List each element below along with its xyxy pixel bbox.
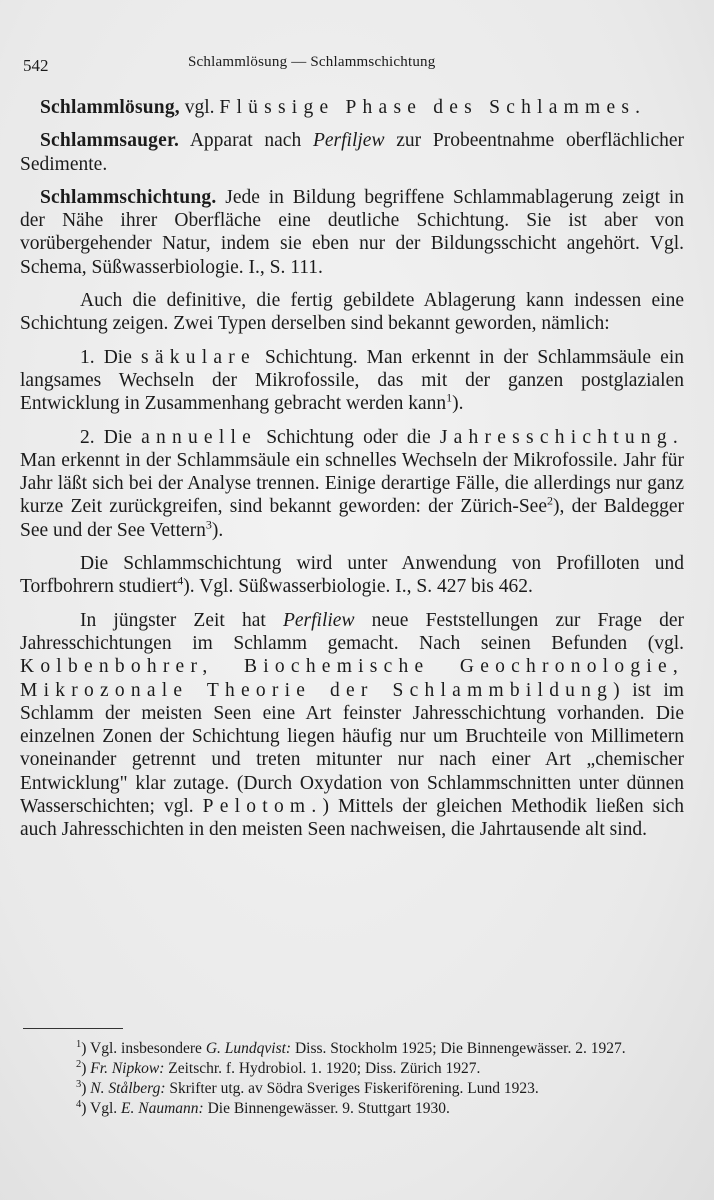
paragraph-methods — [20, 552, 684, 599]
text-run: In jüngster Zeit hat — [80, 609, 283, 631]
footnote-ref: 4 — [177, 573, 184, 588]
entry-schlammschichtung — [20, 186, 684, 279]
paragraph-perfiliew — [20, 609, 684, 842]
text-run: ) Mittels der gleichen Methodik ließen sich auch Jahresschichten in den meisten Seen nachweisen, die Jahrtausende alt sind. — [20, 796, 684, 841]
text-run: ), der Baldegger See und der See Vettern — [20, 496, 684, 541]
footnote — [20, 1079, 684, 1098]
text-run: ) Vgl. insbesondere — [81, 1040, 206, 1057]
text-run: Skrifter utg. av Södra Sveriges Fiskeriförening. Lund 1923. — [165, 1080, 539, 1097]
footnote-author: Fr. Nipkow: — [90, 1060, 165, 1077]
text-run: ). — [211, 519, 224, 541]
paragraph-saekulare-schichtung — [20, 346, 684, 416]
footnote-author: G. Lundqvist: — [205, 1040, 292, 1057]
page-header — [23, 52, 691, 78]
paragraph-jahresschichtung — [20, 426, 684, 542]
text-run: ) — [81, 1060, 91, 1077]
text-run: Die Binnengewässer. 9. Stuttgart 1930. — [203, 1100, 450, 1117]
footnote-mark: 1 — [76, 1038, 82, 1050]
entry-schlammloesung — [20, 96, 684, 119]
person-name: Perfiliew — [282, 609, 355, 631]
text-run: ). Vgl. Süßwasserbiologie. I., S. 427 bis 462. — [183, 576, 533, 598]
emphasis: Pelotom. — [202, 796, 323, 818]
entry-schlammsauger — [20, 129, 684, 176]
entry-text: Jede in Bildung begriffene Schlammablagerung zeigt in der Nähe ihrer Oberfläche eine deutliche Schichtung. Sie ist aber von vorübergehender Natur, indem sie eben nur der Bildungsschicht angehört. Vgl. Schema, Süßwasserbiologie. I., S. 111. — [20, 186, 684, 278]
text-run: ). — [452, 393, 464, 415]
text-run: neue Feststellungen zur Frage der Jahresschichtungen im Schlamm gemacht. Nach seinen Befunden (vgl. — [20, 609, 684, 654]
lemma: Schlammlösung, — [40, 97, 180, 118]
footnote-author: N. Stålberg: — [90, 1080, 166, 1097]
entry-text: zur Probeentnahme oberflächlicher Sedimente. — [20, 130, 684, 175]
text-run: ) Vgl. — [81, 1100, 122, 1117]
entry-text: Apparat nach — [179, 130, 313, 152]
footnote-ref: 2 — [547, 493, 553, 508]
paragraph: Auch die definitive, die fertig gebildete Ablagerung kann indessen eine Schichtung zeigen. Zwei Typen derselben sind bekannt geworden, nämlich: — [20, 290, 684, 335]
cross-reference: Flüssige Phase des Schlammes. — [219, 97, 647, 118]
emphasis: annuelle — [141, 426, 258, 448]
page-number: 542 — [23, 56, 49, 75]
text-run: 2. Die — [80, 426, 142, 448]
footnotes — [20, 1039, 684, 1119]
footnote — [20, 1059, 684, 1078]
footnote-mark: 2 — [76, 1058, 82, 1070]
text-run: ) — [81, 1080, 91, 1097]
person-name: Perfiljew — [312, 130, 385, 152]
running-head: Schlammlösung — Schlammschichtung — [188, 54, 436, 70]
footnote-author: E. Naumann: — [121, 1100, 204, 1117]
footnote — [20, 1099, 684, 1118]
footnote — [20, 1039, 684, 1058]
text-run: Diss. Stockholm 1925; Die Binnengewässer. 2. 1927. — [291, 1040, 626, 1057]
text-run: 1. Die — [80, 346, 141, 368]
emphasis: Kolbenbohrer, Biochemische Geochronologie, Mikrozonale Theorie der Schlammbildung — [20, 656, 684, 701]
footnote-divider — [23, 1028, 123, 1029]
main-text — [20, 96, 684, 852]
lemma: Schlammsauger. — [40, 130, 180, 152]
footnote-mark: 4 — [76, 1098, 82, 1110]
emphasis: Jahresschichtung. — [439, 426, 684, 448]
footnote-ref: 1 — [446, 390, 453, 405]
footnote-mark: 3 — [76, 1078, 82, 1090]
text-run: Schichtung oder die — [257, 426, 440, 448]
text-run: Zeitschr. f. Hydrobiol. 1. 1920; Diss. Zürich 1927. — [164, 1060, 481, 1077]
emphasis: säkulare — [140, 346, 256, 368]
entry-text: vgl. — [179, 97, 220, 118]
text-run: Schichtung. Man erkennt in der Schlammsäule ein langsames Wechseln der Mikrofossile, das mit der ganzen postglazialen Entwicklung in Zusammenhang gebracht werden kann — [20, 346, 684, 415]
footnote-ref: 3 — [205, 517, 212, 532]
lemma: Schlammschichtung. — [40, 186, 217, 208]
text-run: ) ist im Schlamm der meisten Seen eine Art feinster Jahresschichtung vorhanden. Die einzelnen Zonen der Schichtung liegen häufig nur um Bruchteile von Millimetern voneinander getrennt und treten mitunter nur nach einer Art „chemischer Entwicklung" klar zutage. (Durch Oxydation von Schlammschnitten unter dünnen Wasserschichten; vgl. — [20, 679, 684, 818]
text-run: Die Schlammschichtung wird unter Anwendung von Profilloten und Torfbohrern studiert — [20, 553, 684, 598]
text-run: Man erkennt in der Schlammsäule ein schnelles Wechseln der Mikrofossile. Jahr für Jahr läßt sich bei der Analyse trennen. Einige derartige Fälle, die allerdings nur ganz kurze Zeit zurückgreifen, sind bekannt geworden: der Zürich-See — [20, 449, 684, 518]
